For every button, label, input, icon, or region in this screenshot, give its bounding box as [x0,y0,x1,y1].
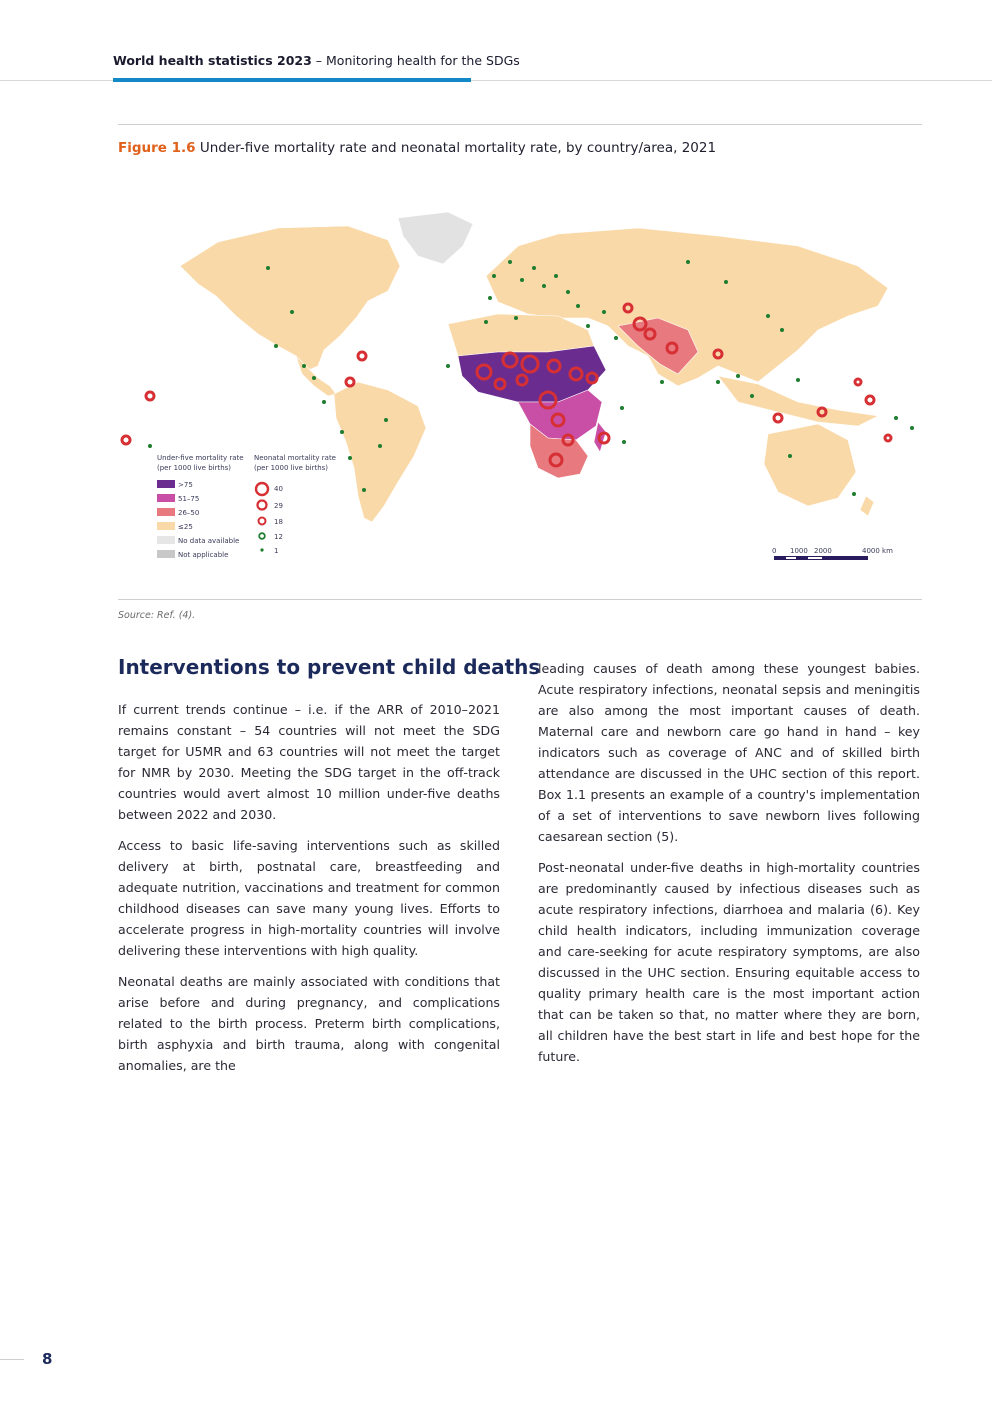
running-header [113,53,520,68]
north-america-shape [180,226,400,372]
u5mr-swatch-6 [157,550,175,558]
paragraph: Post-neonatal under-five deaths in high-mortality countries are predominantly caused by infectious diseases such as acute respiratory infections, diarrhoea and malaria (6). Key child health indicators, including immunization coverage and care-seeking for acute respiratory symptoms, are also discussed in the UHC section. Ensuring equitable access to quality primary health care is the most important action that can be taken so that, no matter where they are born, all children have the best start in life and best hope for the future. [538,860,920,1064]
figure-caption [118,140,716,156]
u5mr-label-1: >75 [178,481,193,489]
scale-bar [772,547,893,560]
world-map [118,206,924,576]
nmr-symbol-12 [259,533,265,539]
nmr-label-1: 1 [274,547,279,555]
figure-label: Figure 1.6 [118,140,196,156]
report-title: World health statistics 2023 [113,53,312,68]
report-subtitle: – Monitoring health for the SDGs [311,53,520,68]
nmr-label-12: 12 [274,533,283,541]
nmr-symbol-1 [260,548,263,551]
u5mr-swatch-1 [157,480,175,488]
greenland-shape [398,212,473,264]
u5mr-swatch-5 [157,536,175,544]
u5mr-swatch-3 [157,508,175,516]
paragraph: Access to basic life-saving interventions such as skilled delivery at birth, postnatal care, breastfeeding and adequate nutrition, vaccinations and treatment for common childhood diseases can save many young lives. Efforts to accelerate progress in high-mortality countries will involve delivering these interventions with high quality. [118,838,500,958]
paragraph: Neonatal deaths are mainly associated with conditions that arise before and during pregnancy, and complications related to the birth process. Preterm birth complications, birth asphyxia and birth trauma, along with congenital anomalies, are the [118,974,500,1073]
scale-tick-0: 0 [772,547,777,555]
left-column [118,699,500,1086]
nmr-legend [254,454,336,555]
figure-source: Source: Ref. (4). [118,610,196,621]
u5mr-label-3: 26–50 [178,509,200,517]
u5mr-legend-title-2: (per 1000 live births) [157,464,232,472]
paragraph: leading causes of death among these youngest babies. Acute respiratory infections, neonatal sepsis and meningitis are also among the most important causes of death. Maternal care and newborn care go hand in hand – key indicators such as coverage of ANC and of skilled birth attendance are discussed in the UHC section of this report. Box 1.1 presents an example of a country's implementation of a set of interventions to save newborn lives following caesarean section (5). [538,661,920,844]
u5mr-label-6: Not applicable [178,551,229,559]
u5mr-label-4: ≤25 [178,523,193,531]
australia-shape [764,424,856,506]
nmr-legend-title-2: (per 1000 live births) [254,464,329,472]
u5mr-legend [157,454,244,559]
nmr-symbol-29 [258,501,267,510]
page-number: 8 [42,1350,53,1368]
u5mr-legend-title-1: Under-five mortality rate [157,454,244,462]
u5mr-label-5: No data available [178,537,240,545]
section-heading: Interventions to prevent child deaths [118,655,541,679]
u5mr-label-2: 51–75 [178,495,200,503]
nmr-label-18: 18 [274,518,283,526]
south-america-shape [334,382,426,522]
new-zealand-shape [860,496,874,516]
u5mr-swatch-2 [157,494,175,502]
world-map-figure [118,206,924,576]
paragraph: If current trends continue – i.e. if the ARR of 2010–2021 remains constant – 54 countries will not meet the SDG target for U5MR and 63 countries will not meet the target for NMR by 2030. Meeting the SDG target in the off-track countries would avert almost 10 million under-five deaths between 2022 and 2030. [118,702,500,822]
u5mr-swatch-4 [157,522,175,530]
nmr-symbol-40 [256,483,268,495]
scale-bar-gap-2 [808,557,822,559]
nmr-symbol-18 [259,518,266,525]
nmr-legend-title-1: Neonatal mortality rate [254,454,336,462]
right-column [538,658,920,1077]
scale-tick-1000: 1000 [790,547,808,555]
scale-tick-2000: 2000 [814,547,832,555]
nmr-label-29: 29 [274,502,283,510]
figure-bottom-rule [118,599,922,600]
scale-bar-gap-1 [786,557,796,559]
page-number-rule [0,1359,24,1360]
figure-caption-text: Under-five mortality rate and neonatal mortality rate, by country/area, 2021 [195,140,717,156]
header-accent-bar [113,78,471,82]
nmr-label-40: 40 [274,485,283,493]
figure-top-rule [118,124,922,125]
scale-tick-4000: 4000 km [862,547,893,555]
